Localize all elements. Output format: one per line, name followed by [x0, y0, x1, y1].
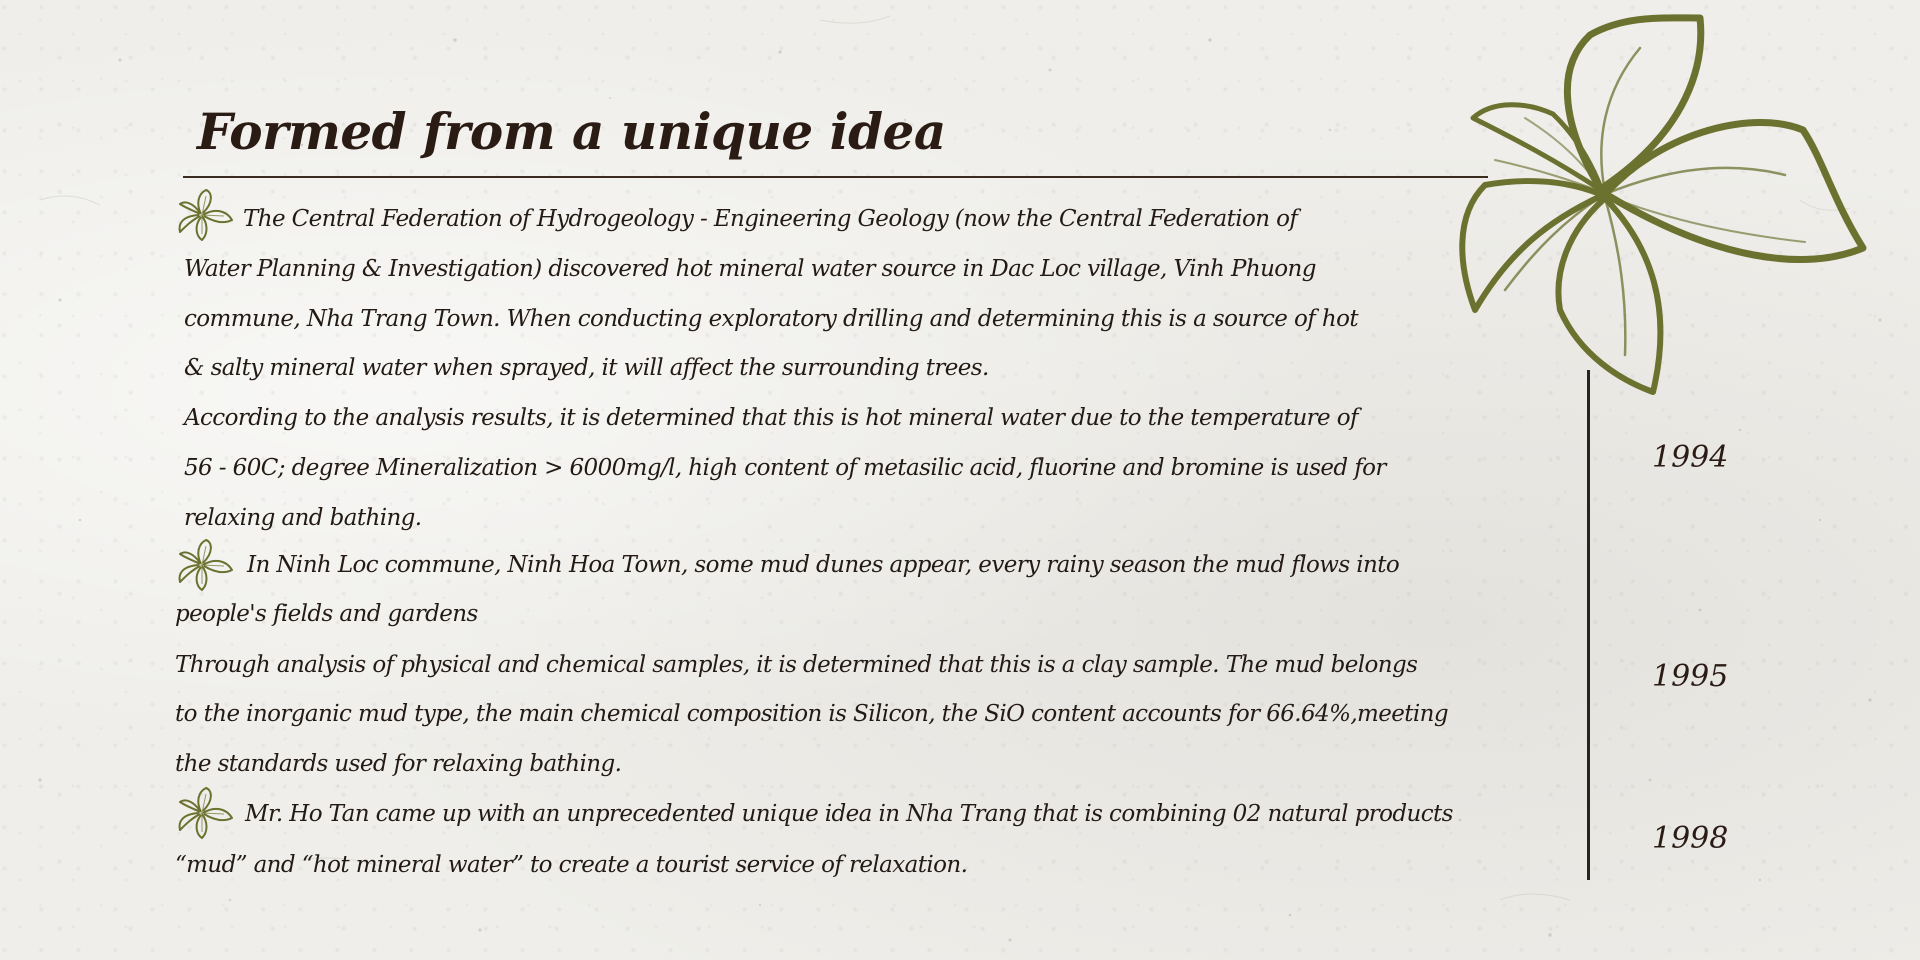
paragraph-line: people's fields and gardens	[175, 601, 478, 627]
paragraph-line: “mud” and “hot mineral water” to create a tourist service of relaxation.	[175, 852, 968, 878]
year-label: 1995	[1652, 659, 1729, 694]
paragraph-line: the standards used for relaxing bathing.	[175, 751, 622, 777]
flower-bullet-icon	[176, 536, 234, 594]
flower-bullet-icon	[176, 784, 234, 842]
paragraph-line: Mr. Ho Tan came up with an unprecedented unique idea in Nha Trang that is combining 02 natural products	[245, 801, 1453, 827]
paragraph-line: & salty mineral water when sprayed, it will affect the surrounding trees.	[184, 355, 989, 381]
paragraph-line: The Central Federation of Hydrogeology - Engineering Geology (now the Central Federation of	[243, 206, 1298, 232]
page-title: Formed from a unique idea	[197, 102, 946, 161]
paragraph-line: Water Planning & Investigation) discovered hot mineral water source in Dac Loc village, Vinh Phuong	[184, 256, 1316, 282]
paragraph-line: Through analysis of physical and chemical samples, it is determined that this is a clay sample. The mud belongs	[175, 652, 1418, 678]
paragraph-line: commune, Nha Trang Town. When conducting exploratory drilling and determining this is a source of hot	[184, 306, 1358, 332]
paragraph-line: 56 - 60C; degree Mineralization > 6000mg/l, high content of metasilic acid, fluorine and bromine is used for	[184, 455, 1386, 481]
year-label: 1998	[1652, 821, 1729, 856]
paragraph-line: relaxing and bathing.	[184, 505, 422, 531]
title-divider	[183, 176, 1488, 178]
paragraph-line: According to the analysis results, it is determined that this is hot mineral water due to the temperature of	[184, 405, 1358, 431]
large-flower-icon	[1455, 10, 1875, 400]
flower-bullet-icon	[176, 186, 234, 244]
timeline-line	[1587, 370, 1590, 880]
year-label: 1994	[1652, 440, 1729, 475]
paragraph-line: to the inorganic mud type, the main chemical composition is Silicon, the SiO content accounts for 66.64%,meeting	[175, 701, 1449, 727]
paragraph-line: In Ninh Loc commune, Ninh Hoa Town, some mud dunes appear, every rainy season the mud flows into	[247, 552, 1400, 578]
